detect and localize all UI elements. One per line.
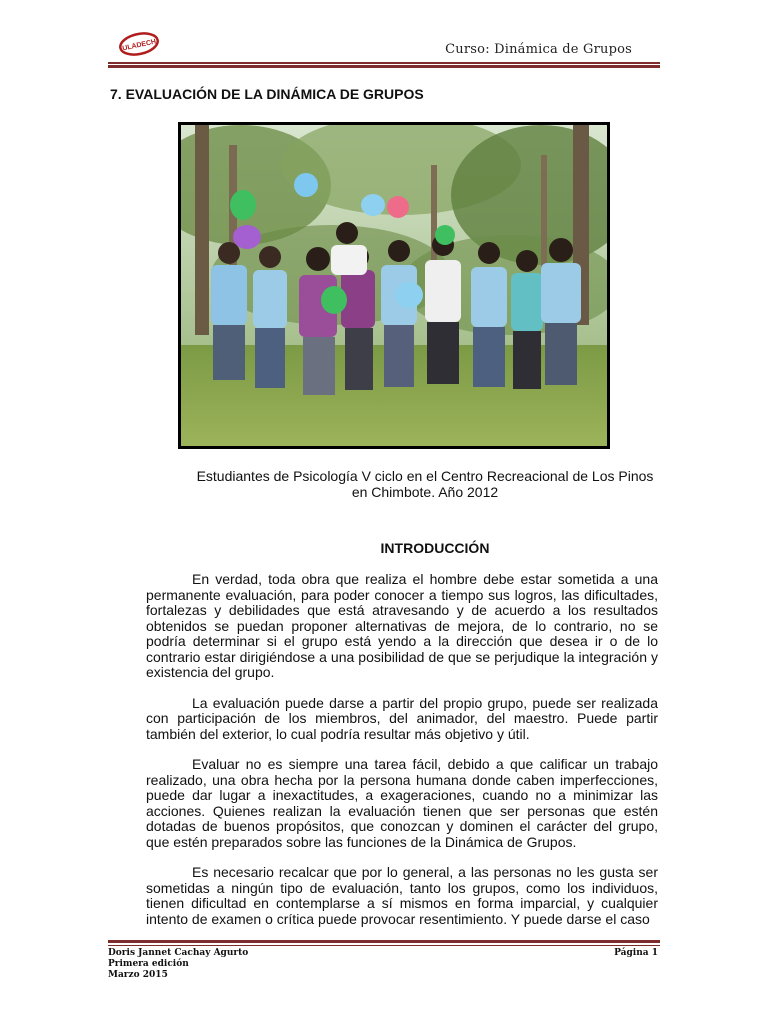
caption-line-1: Estudiantes de Psicología V ciclo en el Centro Recreacional de Los Pinos xyxy=(196,468,654,484)
photo-caption xyxy=(170,468,680,500)
footer-info xyxy=(108,948,248,981)
footer-date: Marzo 2015 xyxy=(108,970,168,980)
paragraph: La evaluación puede darse a partir del propio grupo, puede ser realizada con participación de los miembros, del animador, del maestro. Puede partir también del exterior, lo cual podría resultar más objetivo y útil. xyxy=(146,694,658,742)
paragraph: En verdad, toda obra que realiza el hombre debe estar sometida a una permanente evaluación, para poder conocer a tiempo sus logros, las dificultades, fortalezas y debilidades que está atravesando y de acuerdo a los resultados obtenidos se puedan proponer alternativas de mejora, de lo contrario, no se podría determinar si el grupo está yendo a la dirección que desea ir o de lo contrario estar dirigiéndose a una posibilidad de que se perjudique la integración y existencia del grupo. xyxy=(146,571,658,680)
course-title: Curso: Dinámica de Grupos xyxy=(445,42,632,57)
header-rule-thick xyxy=(108,65,660,68)
header-rule xyxy=(108,62,660,64)
footer-edition: Primera edición xyxy=(108,959,189,969)
group-photo xyxy=(178,122,610,449)
caption-line-2: en Chimbote. Año 2012 xyxy=(351,484,499,500)
logo-lettering: ULADECH xyxy=(121,38,157,53)
paragraph: Es necesario recalcar que por lo general, a las personas no les gusta ser sometidas a ningún tipo de evaluación, tanto los grupos, como los individuos, tienen dificultad en contemplarse a sí mismos en forma imparcial, y cualquier intento de examen o crítica puede provocar resentimiento. Y puede darse el caso xyxy=(146,864,658,927)
footer-rule xyxy=(108,945,660,946)
intro-body xyxy=(146,572,658,942)
section-heading: 7. EVALUACIÓN DE LA DINÁMICA DE GRUPOS xyxy=(110,86,424,102)
ulادech-logo xyxy=(118,31,160,57)
page-number: Página 1 xyxy=(614,948,658,958)
intro-title: INTRODUCCIÓN xyxy=(380,540,490,556)
paragraph: Evaluar no es siempre una tarea fácil, debido a que calificar un trabajo realizado, una obra hecha por la persona humana donde caben imperfecciones, puede dar lugar a inexactitudes, a exageraciones, cuando no a minimizar las acciones. Quienes realizan la evaluación tienen que ser personas que estén dotadas de buenos propósitos, que conozcan y dominen el carácter del grupo, que estén preparados sobre las funciones de la Dinámica de Grupos. xyxy=(146,756,658,850)
footer-author: Doris Jannet Cachay Agurto xyxy=(108,948,249,958)
footer-rule-thick xyxy=(108,940,660,943)
